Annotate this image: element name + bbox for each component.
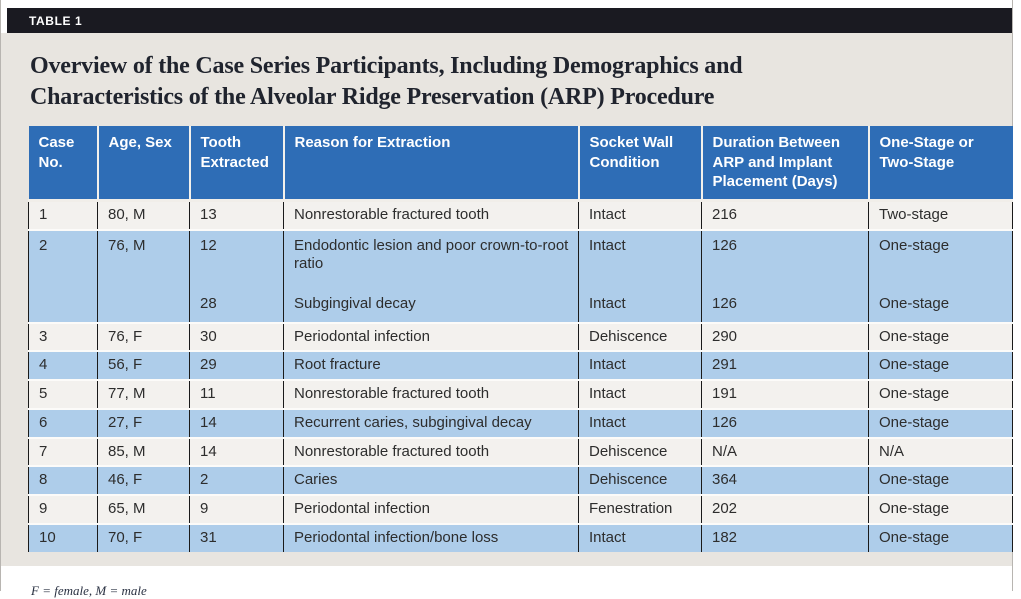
cell-tooth: 14 [190, 438, 284, 467]
table-label: TABLE 1 [29, 13, 83, 28]
cell-case: 2 [29, 230, 98, 323]
cell-case: 1 [29, 200, 98, 229]
cell-duration: 126 [702, 230, 869, 290]
cell-tooth: 9 [190, 495, 284, 524]
cell-duration: 126 [702, 290, 869, 323]
table-row [29, 351, 1013, 380]
cell-reason: Caries [284, 466, 579, 495]
cell-age-sex: 76, M [98, 230, 190, 323]
title-line-1: Overview of the Case Series Participants, Including Demographics and [30, 53, 743, 79]
table-row [29, 200, 1013, 229]
cell-socket: Intact [579, 524, 702, 552]
cell-age-sex: 77, M [98, 380, 190, 409]
cell-tooth: 11 [190, 380, 284, 409]
cell-age-sex: 70, F [98, 524, 190, 552]
cell-stage: One-stage [869, 466, 1013, 495]
cell-age-sex: 85, M [98, 438, 190, 467]
cell-reason: Periodontal infection [284, 495, 579, 524]
table-row [29, 438, 1013, 467]
cell-case: 6 [29, 409, 98, 438]
column-header-3: Reason for Extraction [284, 126, 579, 200]
cell-socket: Fenestration [579, 495, 702, 524]
cell-case: 7 [29, 438, 98, 467]
cell-reason: Periodontal infection [284, 323, 579, 352]
cell-stage: One-stage [869, 524, 1013, 552]
cell-stage: N/A [869, 438, 1013, 467]
cell-case: 4 [29, 351, 98, 380]
cell-socket: Intact [579, 290, 702, 323]
cell-duration: 291 [702, 351, 869, 380]
cell-socket: Dehiscence [579, 466, 702, 495]
column-header-2: Tooth Extracted [190, 126, 284, 200]
cell-socket: Intact [579, 351, 702, 380]
column-header-0: Case No. [29, 126, 98, 200]
table-row [29, 380, 1013, 409]
footnote: F = female, M = male [31, 582, 147, 598]
cell-case: 3 [29, 323, 98, 352]
table-header [29, 126, 1013, 200]
cell-duration: 364 [702, 466, 869, 495]
column-header-6: One-Stage or Two-Stage [869, 126, 1013, 200]
cell-socket: Intact [579, 230, 702, 290]
cell-reason: Periodontal infection/bone loss [284, 524, 579, 552]
cell-stage: One-stage [869, 323, 1013, 352]
cell-reason: Nonrestorable fractured tooth [284, 438, 579, 467]
cell-tooth: 2 [190, 466, 284, 495]
cell-reason: Subgingival decay [284, 290, 579, 323]
cell-duration: 126 [702, 409, 869, 438]
cell-case: 9 [29, 495, 98, 524]
cell-socket: Intact [579, 380, 702, 409]
table-title [30, 51, 992, 113]
table-body [29, 200, 1013, 552]
table-row [29, 524, 1013, 552]
cell-stage: One-stage [869, 230, 1013, 290]
panel-content [1, 33, 1012, 566]
cell-tooth: 14 [190, 409, 284, 438]
cell-socket: Intact [579, 409, 702, 438]
table-row [29, 409, 1013, 438]
table-label-bar [7, 8, 1012, 33]
cell-stage: One-stage [869, 290, 1013, 323]
cell-reason: Nonrestorable fractured tooth [284, 200, 579, 229]
column-header-1: Age, Sex [98, 126, 190, 200]
cell-case: 10 [29, 524, 98, 552]
cell-case: 8 [29, 466, 98, 495]
cell-reason: Endodontic lesion and poor crown-to-root ratio [284, 230, 579, 290]
table-row [29, 323, 1013, 352]
cell-stage: One-stage [869, 351, 1013, 380]
table-row [29, 495, 1013, 524]
cell-duration: N/A [702, 438, 869, 467]
cell-duration: 191 [702, 380, 869, 409]
cell-tooth: 12 [190, 230, 284, 290]
cell-stage: One-stage [869, 409, 1013, 438]
table-row [29, 230, 1013, 290]
column-header-5: Duration Between ARP and Implant Placement (Days) [702, 126, 869, 200]
cell-age-sex: 65, M [98, 495, 190, 524]
cell-socket: Dehiscence [579, 438, 702, 467]
cell-case: 5 [29, 380, 98, 409]
panel-footer [1, 566, 1012, 599]
column-header-4: Socket Wall Condition [579, 126, 702, 200]
cell-socket: Dehiscence [579, 323, 702, 352]
cell-age-sex: 27, F [98, 409, 190, 438]
cell-age-sex: 46, F [98, 466, 190, 495]
title-line-2: Characteristics of the Alveolar Ridge Preservation (ARP) Procedure [30, 84, 715, 111]
table-row [29, 466, 1013, 495]
cell-socket: Intact [579, 200, 702, 229]
cell-reason: Nonrestorable fractured tooth [284, 380, 579, 409]
table-header-row [29, 126, 1013, 200]
cell-duration: 182 [702, 524, 869, 552]
cell-stage: One-stage [869, 380, 1013, 409]
cell-tooth: 28 [190, 290, 284, 323]
cell-age-sex: 80, M [98, 200, 190, 229]
cell-tooth: 30 [190, 323, 284, 352]
cell-duration: 216 [702, 200, 869, 229]
cell-duration: 202 [702, 495, 869, 524]
cell-tooth: 13 [190, 200, 284, 229]
cell-tooth: 29 [190, 351, 284, 380]
cell-stage: One-stage [869, 495, 1013, 524]
cell-reason: Recurrent caries, subgingival decay [284, 409, 579, 438]
cell-tooth: 31 [190, 524, 284, 552]
cell-reason: Root fracture [284, 351, 579, 380]
cell-age-sex: 76, F [98, 323, 190, 352]
cell-age-sex: 56, F [98, 351, 190, 380]
cell-stage: Two-stage [869, 200, 1013, 229]
cell-duration: 290 [702, 323, 869, 352]
case-series-table [28, 126, 1013, 552]
